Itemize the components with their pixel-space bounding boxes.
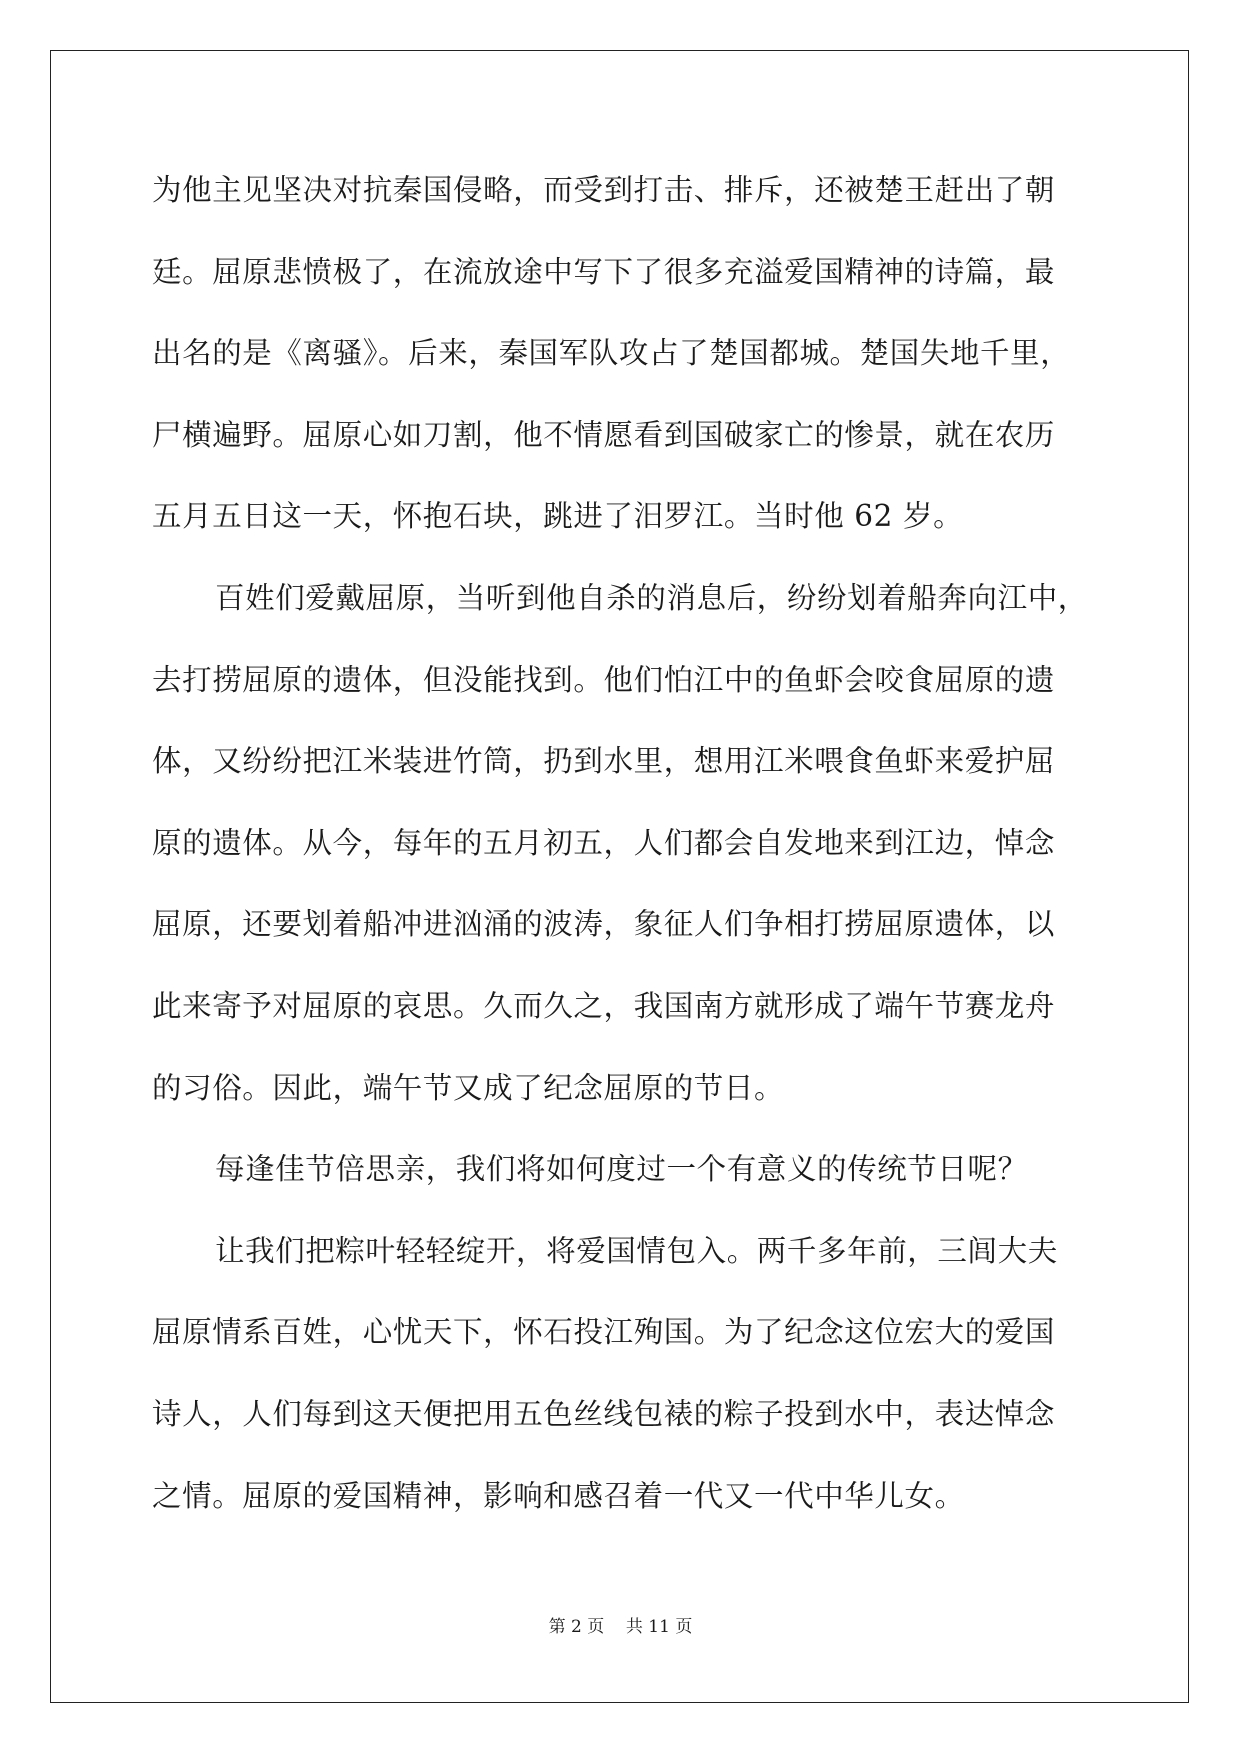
text-line: 廷。屈原悲愤极了，在流放途中写下了很多充溢爱国精神的诗篇，最 <box>152 254 1056 289</box>
text-line: 此来寄予对屈原的哀思。久而久之，我国南方就形成了端午节赛龙舟 <box>152 988 1056 1023</box>
text-line: 之情。屈原的爱国精神，影响和感召着一代又一代中华儿女。 <box>152 1478 965 1513</box>
text-line: 五月五日这一天，怀抱石块，跳进了汨罗江。当时他 62 岁。 <box>152 499 964 534</box>
text-line: 出名的是《离骚》。后来，秦国军队攻占了楚国都城。楚国失地千里， <box>152 336 1071 371</box>
text-line: 屈原情系百姓，心忧天下，怀石投江殉国。为了纪念这位宏大的爱国 <box>152 1315 1056 1350</box>
text-line: 诗人，人们每到这天便把用五色丝线包裱的粽子投到水中，表达悼念 <box>152 1396 1056 1431</box>
text-line: 尸横遍野。屈原心如刀割，他不情愿看到国破家亡的惨景，就在农历 <box>152 417 1056 452</box>
text-line: 的习俗。因此，端午节又成了纪念屈原的节日。 <box>152 1070 785 1105</box>
text-line: 为他主见坚决对抗秦国侵略，而受到打击、排斥，还被楚王赶出了朝 <box>152 173 1056 207</box>
paragraph-start-line: 让我们把粽叶轻轻绽开，将爱国情包入。两千多年前，三闾大夫 <box>215 1233 1058 1268</box>
paragraph-start-line: 每逢佳节倍思亲，我们将如何度过一个有意义的传统节日呢？ <box>215 1152 1028 1187</box>
text-line: 去打捞屈原的遗体，但没能找到。他们怕江中的鱼虾会咬食屈原的遗 <box>152 662 1056 697</box>
text-line: 体，又纷纷把江米装进竹筒，扔到水里，想用江米喂食鱼虾来爱护屈 <box>152 744 1056 779</box>
text-line: 屈原，还要划着船冲进汹涌的波涛，象征人们争相打捞屈原遗体，以 <box>152 907 1056 942</box>
page-number-footer: 第 2 页 共 11 页 <box>548 1617 693 1637</box>
document-body <box>152 160 1092 1547</box>
text-line: 原的遗体。从今，每年的五月初五，人们都会自发地来到江边，悼念 <box>152 825 1056 860</box>
paragraph-start-line: 百姓们爱戴屈原，当听到他自杀的消息后，纷纷划着船奔向江中， <box>215 580 1088 615</box>
